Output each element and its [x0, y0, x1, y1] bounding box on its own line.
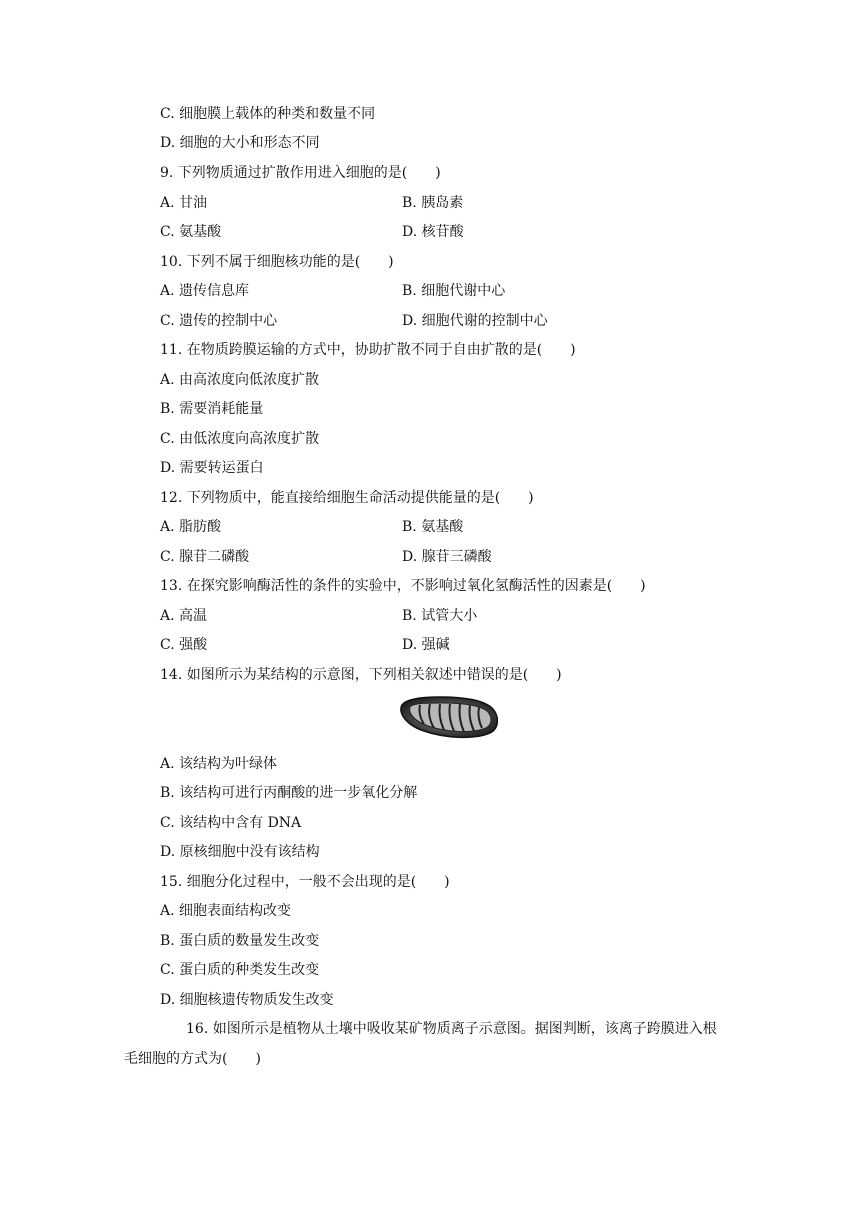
q12-option-c: C. 腺苷二磷酸: [160, 549, 250, 565]
q9-option-c: C. 氨基酸: [160, 224, 222, 240]
q12-option-a: A. 脂肪酸: [160, 519, 222, 535]
q12-option-b: B. 氨基酸: [402, 519, 464, 535]
q9-stem: 9. 下列物质通过扩散作用进入细胞的是( ): [160, 165, 441, 181]
q11-stem: 11. 在物质跨膜运输的方式中，协助扩散不同于自由扩散的是( ): [160, 342, 576, 358]
q11-option-d: D. 需要转运蛋白: [160, 460, 264, 476]
q15-option-a: A. 细胞表面结构改变: [160, 903, 292, 919]
q14-stem: 14. 如图所示为某结构的示意图，下列相关叙述中错误的是( ): [160, 667, 562, 683]
q14-option-c: C. 该结构中含有 DNA: [160, 815, 302, 831]
q9-option-a: A. 甘油: [160, 195, 208, 211]
q10-stem: 10. 下列不属于细胞核功能的是( ): [160, 254, 394, 270]
q15-option-d: D. 细胞核遗传物质发生改变: [160, 992, 334, 1008]
q10-option-d: D. 细胞代谢的控制中心: [402, 313, 548, 329]
q16-stem-line1: 16. 如图所示是植物从土壤中吸收某矿物质离子示意图。据图判断，该离子跨膜进入根: [186, 1021, 717, 1037]
q10-option-c: C. 遗传的控制中心: [160, 313, 278, 329]
q13-option-c: C. 强酸: [160, 637, 208, 653]
q13-option-b: B. 试管大小: [402, 608, 478, 624]
q16-stem-line2: 毛细胞的方式为( ): [124, 1051, 261, 1067]
q13-option-a: A. 高温: [160, 608, 208, 624]
q12-option-d: D. 腺苷三磷酸: [402, 549, 492, 565]
q10-option-a: A. 遗传信息库: [160, 283, 250, 299]
q13-option-d: D. 强碱: [402, 637, 450, 653]
q13-stem: 13. 在探究影响酶活性的条件的实验中，不影响过氧化氢酶活性的因素是( ): [160, 578, 646, 594]
mitochondrion-diagram-icon: [396, 691, 500, 741]
q15-option-c: C. 蛋白质的种类发生改变: [160, 962, 320, 978]
q11-option-c: C. 由低浓度向高浓度扩散: [160, 431, 320, 447]
q11-option-b: B. 需要消耗能量: [160, 401, 264, 417]
q15-stem: 15. 细胞分化过程中，一般不会出现的是( ): [160, 874, 450, 890]
q9-option-b: B. 胰岛素: [402, 195, 464, 211]
q12-stem: 12. 下列物质中，能直接给细胞生命活动提供能量的是( ): [160, 490, 534, 506]
q15-option-b: B. 蛋白质的数量发生改变: [160, 933, 320, 949]
q8-option-c: C. 细胞膜上载体的种类和数量不同: [160, 106, 376, 122]
q10-option-b: B. 细胞代谢中心: [402, 283, 506, 299]
q14-option-b: B. 该结构可进行丙酮酸的进一步氧化分解: [160, 785, 418, 801]
q11-option-a: A. 由高浓度向低浓度扩散: [160, 372, 320, 388]
q14-option-d: D. 原核细胞中没有该结构: [160, 844, 320, 860]
q9-option-d: D. 核苷酸: [402, 224, 464, 240]
q14-option-a: A. 该结构为叶绿体: [160, 756, 278, 772]
q8-option-d: D. 细胞的大小和形态不同: [160, 135, 320, 151]
